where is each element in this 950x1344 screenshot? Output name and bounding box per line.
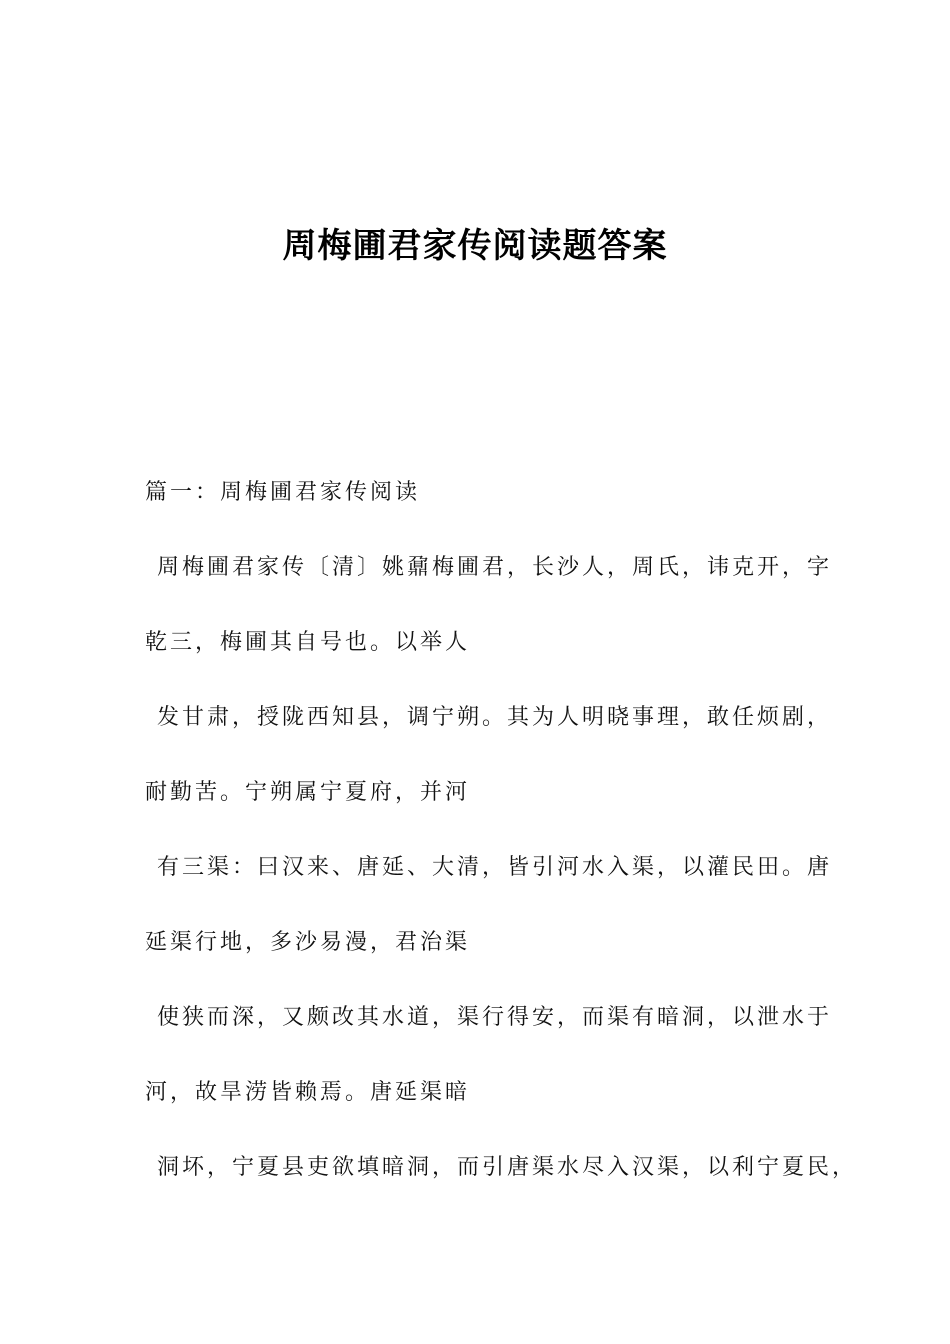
paragraph-line: 乾三，梅圃其自号也。以举人 [145, 630, 471, 655]
paragraph-line: 河，故旱涝皆赖焉。唐延渠暗 [145, 1080, 471, 1105]
document-title: 周梅圃君家传阅读题答案 [282, 226, 668, 266]
paragraph-line: 周梅圃君家传〔清〕姚鼐梅圃君，长沙人，周氏，讳克开，字 [157, 555, 833, 580]
paragraph-line: 有三渠：曰汉来、唐延、大清，皆引河水入渠，以灌民田。唐 [157, 855, 833, 880]
paragraph-line: 使狭而深，又颇改其水道，渠行得安，而渠有暗洞，以泄水于 [157, 1005, 833, 1030]
paragraph-line: 发甘肃，授陇西知县，调宁朔。其为人明晓事理，敢任烦剧， [157, 705, 833, 730]
paragraph-line: 延渠行地，多沙易漫，君治渠 [145, 930, 471, 955]
paragraph-line: 洞坏，宁夏县吏欲填暗洞，而引唐渠水尽入汉渠，以利宁夏民， [157, 1155, 858, 1180]
document-body [145, 455, 858, 1205]
paragraph-line: 耐勤苦。宁朔属宁夏府，并河 [145, 780, 471, 805]
section-heading: 篇一：周梅圃君家传阅读 [145, 480, 421, 505]
